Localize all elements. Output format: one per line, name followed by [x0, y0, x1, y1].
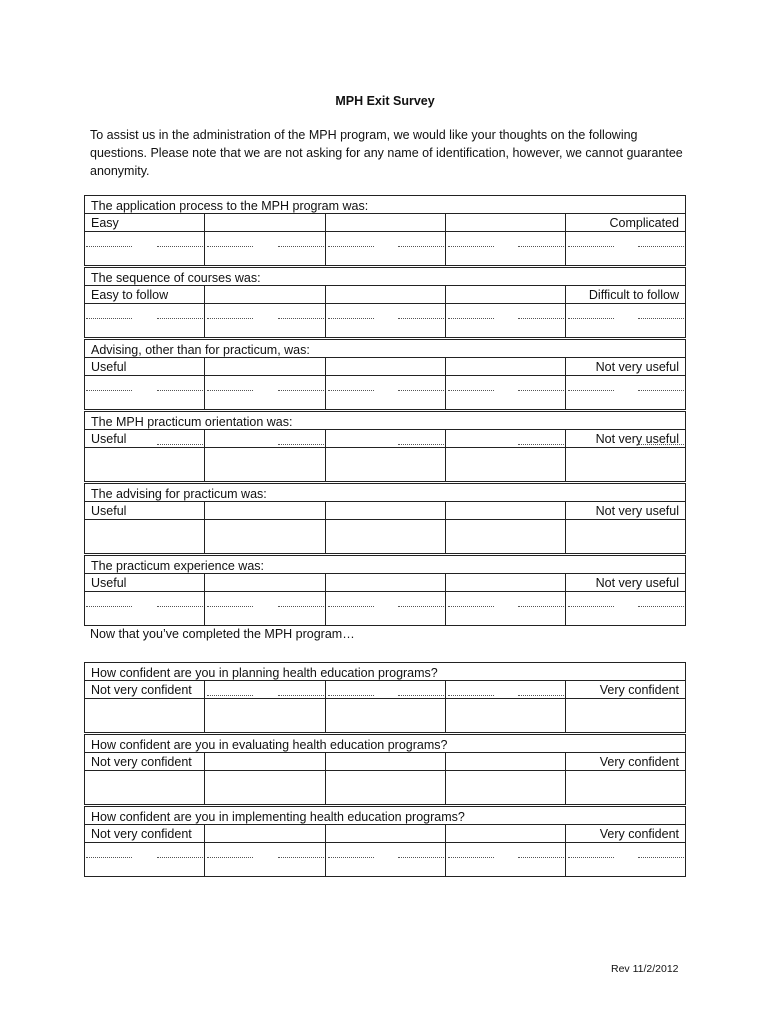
divider — [204, 429, 205, 481]
scale-left-label: Not very confident — [91, 755, 192, 769]
divider — [85, 770, 685, 771]
divider — [204, 501, 205, 553]
divider — [204, 752, 205, 804]
divider — [565, 573, 566, 625]
divider — [85, 375, 685, 376]
rating-option[interactable] — [157, 606, 203, 607]
question-text: How confident are you in evaluating health education programs? — [91, 738, 448, 752]
scale-left-label: Useful — [91, 504, 127, 518]
rating-option[interactable] — [207, 246, 253, 247]
rating-option[interactable] — [278, 246, 324, 247]
scale-left-label: Not very confident — [91, 827, 192, 841]
rating-option[interactable] — [448, 318, 494, 319]
divider — [445, 429, 446, 481]
question-application-process — [84, 195, 686, 266]
rating-option[interactable] — [328, 246, 374, 247]
rating-option[interactable] — [278, 390, 324, 391]
scale-left-label: Useful — [91, 360, 127, 374]
question-text: How confident are you in planning health education programs? — [91, 666, 438, 680]
divider — [85, 501, 685, 502]
rating-option[interactable] — [398, 444, 444, 445]
divider — [204, 680, 205, 732]
divider — [85, 680, 685, 681]
section-intro: Now that you’ve completed the MPH program… — [90, 627, 355, 641]
divider — [565, 357, 566, 409]
rating-option[interactable] — [638, 390, 684, 391]
divider — [85, 213, 685, 214]
question-practicum-advising — [84, 483, 686, 554]
divider — [325, 429, 326, 481]
divider — [565, 752, 566, 804]
divider — [204, 357, 205, 409]
divider — [325, 501, 326, 553]
rating-option[interactable] — [328, 390, 374, 391]
rating-option[interactable] — [518, 444, 564, 445]
rating-option[interactable] — [448, 857, 494, 858]
divider — [85, 303, 685, 304]
divider — [204, 213, 205, 265]
divider — [85, 698, 685, 699]
divider — [85, 285, 685, 286]
rating-option[interactable] — [157, 857, 203, 858]
rating-option[interactable] — [398, 318, 444, 319]
rating-option[interactable] — [328, 695, 374, 696]
survey-title: MPH Exit Survey — [335, 94, 435, 108]
rating-option[interactable] — [278, 318, 324, 319]
scale-right-label: Very confident — [599, 683, 679, 697]
scale-left-label: Easy — [91, 216, 119, 230]
rating-option[interactable] — [448, 695, 494, 696]
rating-option[interactable] — [568, 390, 614, 391]
rating-option[interactable] — [398, 246, 444, 247]
divider — [445, 752, 446, 804]
scale-right-label: Not very useful — [595, 432, 679, 446]
divider — [565, 680, 566, 732]
question-text: The sequence of courses was: — [91, 271, 261, 285]
divider — [445, 501, 446, 553]
scale-right-label: Not very useful — [595, 576, 679, 590]
divider — [204, 285, 205, 337]
divider — [565, 501, 566, 553]
rating-option[interactable] — [157, 390, 203, 391]
rating-option[interactable] — [207, 390, 253, 391]
scale-left-label: Useful — [91, 576, 127, 590]
question-confidence-implementing — [84, 806, 686, 877]
rating-option[interactable] — [568, 246, 614, 247]
rating-option[interactable] — [568, 606, 614, 607]
divider — [85, 824, 685, 825]
rating-option[interactable] — [518, 606, 564, 607]
scale-left-label: Easy to follow — [91, 288, 169, 302]
divider — [565, 285, 566, 337]
rating-option[interactable] — [278, 444, 324, 445]
intro-paragraph: To assist us in the administration of the MPH program, we would like your thoughts on the following questions. Please note that we are not asking for any name of identification, however, we cannot guarantee anonymity. — [90, 128, 683, 178]
divider — [565, 213, 566, 265]
divider — [445, 285, 446, 337]
question-course-sequence — [84, 267, 686, 338]
revision-date: Rev 11/2/2012 — [611, 963, 679, 975]
rating-option[interactable] — [157, 246, 203, 247]
rating-option[interactable] — [157, 318, 203, 319]
divider — [325, 285, 326, 337]
rating-option[interactable] — [86, 246, 132, 247]
rating-option[interactable] — [278, 857, 324, 858]
scale-right-label: Difficult to follow — [588, 288, 679, 302]
rating-option[interactable] — [448, 606, 494, 607]
rating-option[interactable] — [448, 390, 494, 391]
rating-option[interactable] — [398, 695, 444, 696]
divider — [325, 213, 326, 265]
rating-option[interactable] — [638, 318, 684, 319]
divider — [85, 447, 685, 448]
question-confidence-planning — [84, 662, 686, 733]
rating-option[interactable] — [86, 857, 132, 858]
rating-option[interactable] — [518, 246, 564, 247]
question-advising-general — [84, 339, 686, 410]
rating-option[interactable] — [638, 606, 684, 607]
rating-option[interactable] — [328, 857, 374, 858]
rating-option[interactable] — [207, 695, 253, 696]
divider — [85, 591, 685, 592]
rating-option[interactable] — [86, 318, 132, 319]
divider — [445, 573, 446, 625]
rating-option[interactable] — [278, 606, 324, 607]
divider — [325, 357, 326, 409]
divider — [85, 429, 685, 430]
rating-option[interactable] — [398, 390, 444, 391]
rating-option[interactable] — [207, 318, 253, 319]
scale-right-label: Very confident — [599, 755, 679, 769]
rating-option[interactable] — [86, 606, 132, 607]
divider — [325, 752, 326, 804]
divider — [565, 824, 566, 876]
divider — [85, 573, 685, 574]
divider — [565, 429, 566, 481]
rating-option[interactable] — [398, 606, 444, 607]
scale-right-label: Not very useful — [595, 504, 679, 518]
divider — [325, 824, 326, 876]
rating-option[interactable] — [638, 246, 684, 247]
divider — [204, 573, 205, 625]
rating-option[interactable] — [448, 246, 494, 247]
question-text: The practicum experience was: — [91, 559, 264, 573]
question-text: The MPH practicum orientation was: — [91, 415, 293, 429]
rating-option[interactable] — [518, 318, 564, 319]
rating-option[interactable] — [398, 857, 444, 858]
question-confidence-evaluating — [84, 734, 686, 805]
question-text: The advising for practicum was: — [91, 487, 267, 501]
rating-option[interactable] — [86, 390, 132, 391]
rating-option[interactable] — [207, 857, 253, 858]
rating-option[interactable] — [207, 606, 253, 607]
scale-left-label: Useful — [91, 432, 127, 446]
question-text: Advising, other than for practicum, was: — [91, 343, 310, 357]
scale-left-label: Not very confident — [91, 683, 192, 697]
rating-option[interactable] — [518, 390, 564, 391]
question-practicum-experience — [84, 555, 686, 626]
divider — [85, 842, 685, 843]
divider — [445, 824, 446, 876]
rating-option[interactable] — [157, 444, 203, 445]
divider — [204, 824, 205, 876]
rating-option[interactable] — [568, 318, 614, 319]
scale-right-label: Very confident — [599, 827, 679, 841]
rating-option[interactable] — [518, 695, 564, 696]
rating-option[interactable] — [638, 444, 684, 445]
divider — [85, 752, 685, 753]
question-text: The application process to the MPH program was: — [91, 199, 369, 213]
question-text: How confident are you in implementing health education programs? — [91, 810, 465, 824]
rating-option[interactable] — [518, 857, 564, 858]
rating-option[interactable] — [328, 606, 374, 607]
scale-right-label: Not very useful — [595, 360, 679, 374]
rating-option[interactable] — [328, 318, 374, 319]
scale-right-label: Complicated — [609, 216, 679, 230]
divider — [445, 357, 446, 409]
divider — [445, 213, 446, 265]
question-practicum-orientation — [84, 411, 686, 482]
divider — [85, 357, 685, 358]
divider — [445, 680, 446, 732]
divider — [325, 680, 326, 732]
rating-option[interactable] — [638, 857, 684, 858]
divider — [325, 573, 326, 625]
rating-option[interactable] — [278, 695, 324, 696]
divider — [85, 231, 685, 232]
divider — [85, 519, 685, 520]
rating-option[interactable] — [568, 857, 614, 858]
